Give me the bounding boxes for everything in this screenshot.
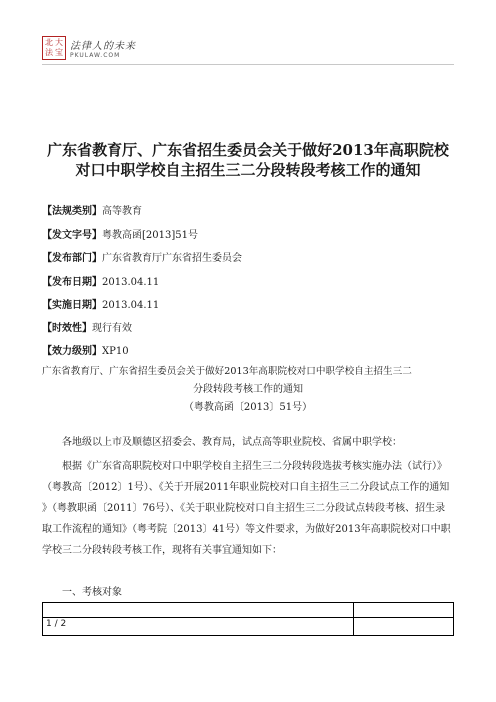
section-heading-1-text: 一、考核对象 [62, 587, 122, 598]
doc-number: （粤教高函〔2013〕51号） [183, 402, 313, 413]
meta-value: 2013.04.11 [102, 277, 160, 288]
paragraph-1-text: 根据《广东省高职院校对口中职学校自主招生三二分段转段选拔考核实施办法（试行）》（粤教高〔2012〕1号）、《关于开展2011年职业院校对口自主招生三二分段试点工作的通知 》（粤教职函〔2011〕76号）、《关于职业院校对口自主招生三二分段试点转段考核、招生录取工作流程的通知》（粤考院〔2013〕41号）等文件要求，为做好2013年高职院校对口中职学校三二分段转段考核工作，现将有关事宜通知如下： [42, 461, 451, 556]
meta-validity [42, 323, 132, 335]
meta-level [42, 346, 129, 358]
meta-value: 2013.04.11 [102, 300, 160, 311]
meta-doc-number [42, 230, 198, 242]
doc-heading-line-2: 分段转段考核工作的通知 [193, 384, 303, 395]
logo-slogan: 法律人的未来 [70, 41, 136, 52]
doc-heading [42, 363, 454, 417]
addressee-text: 各地级以上市及顺德区招委会、教育局，试点高等职业院校、省属中职学校： [62, 437, 402, 448]
footer-column-divider [353, 603, 354, 635]
meta-value: XP10 [102, 346, 129, 357]
pkulaw-logo [42, 36, 136, 60]
meta-effective-date [42, 300, 159, 312]
meta-label: 【时效性】 [42, 323, 92, 334]
meta-value: 广东省教育厅广东省招生委员会 [102, 253, 242, 264]
meta-value: 高等教育 [102, 206, 142, 217]
logo-text [70, 37, 136, 59]
meta-value: 粤教高函[2013]51号 [102, 230, 198, 241]
document-title [40, 140, 456, 180]
meta-label: 【实施日期】 [42, 300, 102, 311]
meta-label: 【发布部门】 [42, 253, 102, 264]
logo-domain: PKULAW.COM [70, 52, 121, 59]
title-line-2: 对口中职学校自主招生三二分段转段考核工作的通知 [75, 161, 421, 179]
page-indicator: 1 / 2 [46, 619, 67, 629]
meta-issuer [42, 253, 242, 265]
title-line-1: 广东省教育厅、广东省招生委员会关于做好2013年高职院校 [47, 141, 449, 159]
page-footer [42, 602, 454, 636]
doc-heading-line-1: 广东省教育厅、广东省招生委员会关于做好2013年高职院校对口中职学校自主招生三二 [42, 366, 412, 377]
footer-row-divider [43, 617, 453, 618]
meta-label: 【效力级别】 [42, 346, 102, 357]
header-divider [42, 64, 454, 65]
paragraph-1 [42, 456, 454, 561]
meta-value: 现行有效 [92, 323, 132, 334]
section-heading-1 [42, 584, 454, 602]
pkulaw-seal-icon: 北 大 法 宝 [42, 36, 66, 60]
meta-category [42, 206, 142, 218]
meta-label: 【发布日期】 [42, 277, 102, 288]
meta-label: 【发文字号】 [42, 230, 102, 241]
meta-issue-date [42, 277, 159, 289]
meta-label: 【法规类别】 [42, 206, 102, 217]
addressee [42, 434, 454, 452]
